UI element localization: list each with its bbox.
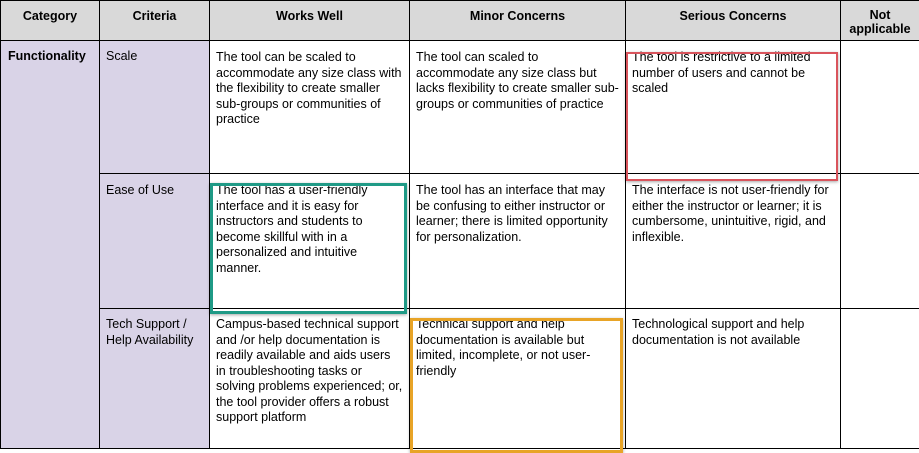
serious-concerns-cell bbox=[626, 41, 841, 174]
minor-concerns-cell bbox=[410, 41, 626, 174]
not-applicable-text bbox=[841, 174, 919, 180]
not-applicable-cell bbox=[841, 174, 919, 309]
not-applicable-text bbox=[841, 309, 919, 315]
header-works-well: Works Well bbox=[210, 1, 410, 41]
serious-concerns-cell bbox=[626, 174, 841, 309]
works-well-cell bbox=[210, 41, 410, 174]
not-applicable-cell bbox=[841, 309, 919, 449]
works-well-text: The tool can be scaled to accommodate any size class with the flexibility to create smaller sub-groups or communities of practice bbox=[216, 50, 402, 126]
criteria-cell bbox=[100, 174, 210, 309]
header-criteria: Criteria bbox=[100, 1, 210, 41]
serious-concerns-cell bbox=[626, 309, 841, 449]
not-applicable-text bbox=[841, 41, 919, 47]
works-well-text: The tool has a user-friendly interface and it is easy for instructors and students to become skillful with in a personalized and intuitive manner. bbox=[216, 183, 368, 275]
serious-concerns-text: The tool is restrictive to a limited number of users and cannot be scaled bbox=[632, 50, 811, 95]
works-well-cell bbox=[210, 309, 410, 449]
works-well-cell bbox=[210, 174, 410, 309]
minor-concerns-cell bbox=[410, 174, 626, 309]
criteria-label: Ease of Use bbox=[106, 183, 175, 197]
criteria-label: Tech Support / Help Availability bbox=[106, 317, 194, 347]
header-category: Category bbox=[1, 1, 100, 41]
minor-concerns-text: The tool has an interface that may be confusing to either instructor or learner; there is limited opportunity for personalization. bbox=[416, 183, 608, 244]
category-cell bbox=[1, 41, 100, 449]
serious-concerns-text: Technological support and help documentation is not available bbox=[632, 317, 805, 347]
not-applicable-cell bbox=[841, 41, 919, 174]
minor-concerns-cell bbox=[410, 309, 626, 449]
criteria-cell bbox=[100, 309, 210, 449]
minor-concerns-text: Technical support and help documentation is available but limited, incomplete, or not user-friendly bbox=[416, 317, 591, 378]
works-well-text: Campus-based technical support and /or help documentation is readily available and aids users in troubleshooting tasks or solving problems experienced; or, the tool provider offers a robust support platform bbox=[216, 317, 403, 424]
minor-concerns-text: The tool can scaled to accommodate any size class but lacks flexibility to create smaller sub-groups or communities of practice bbox=[416, 50, 619, 111]
serious-concerns-text: The interface is not user-friendly for either the instructor or learner; it is cumbersome, unintuitive, rigid, and inflexible. bbox=[632, 183, 829, 244]
header-row bbox=[1, 1, 919, 41]
criteria-cell bbox=[100, 41, 210, 174]
criteria-label: Scale bbox=[106, 49, 138, 63]
table-row bbox=[1, 174, 919, 309]
category-label: Functionality bbox=[8, 49, 86, 63]
header-serious-concerns: Serious Concerns bbox=[626, 1, 841, 41]
header-not-applicable: Not applicable bbox=[841, 1, 919, 41]
table-row bbox=[1, 41, 919, 174]
table-row bbox=[1, 309, 919, 449]
header-minor-concerns: Minor Concerns bbox=[410, 1, 626, 41]
